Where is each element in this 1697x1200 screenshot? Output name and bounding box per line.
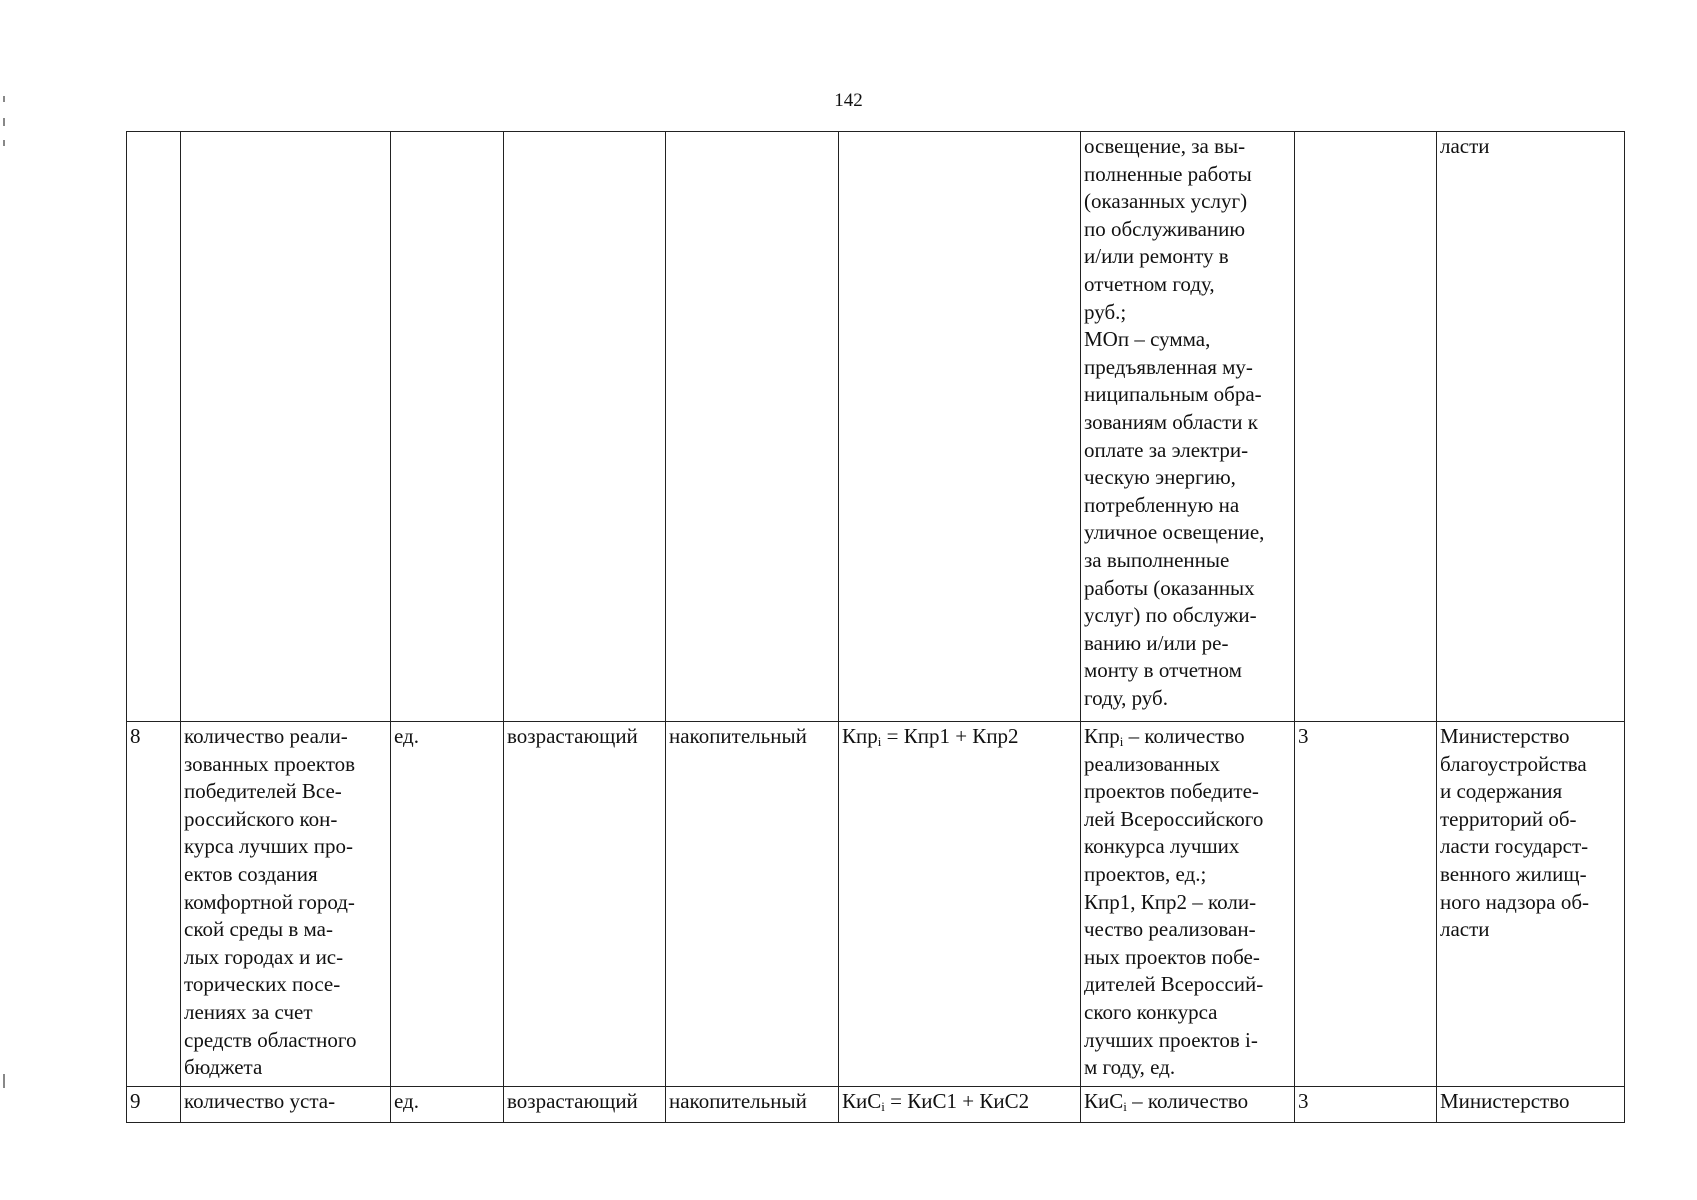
cell-description: освещение, за вы- полненные работы (оказанных услуг) по обслуживанию и/или ремонту в отчетном году, руб.; МОп – сумма, предъявленная му- ниципальным обра- зованиям области к оплате за электри- ческую энергию, потребленную на уличное освещение, за выполненные работы (оказанных услуг) по обслужи- ванию и/или ре- монту в отчетном году, руб. <box>1081 132 1295 722</box>
table-row-9 <box>127 1087 1625 1123</box>
scan-edge-mark <box>3 118 5 126</box>
cell-name: количество уста- <box>181 1087 391 1123</box>
table-row-8 <box>127 722 1625 1087</box>
cell-value: 3 <box>1295 722 1437 1087</box>
cell-number <box>127 132 181 722</box>
cell-unit: ед. <box>391 722 504 1087</box>
scan-edge-mark <box>3 140 5 146</box>
cell-method: накопительный <box>666 722 839 1087</box>
cell-trend: возрастающий <box>504 1087 666 1123</box>
cell-formula <box>839 132 1081 722</box>
cell-responsible: Министерство <box>1437 1087 1625 1123</box>
cell-name <box>181 132 391 722</box>
cell-responsible: ласти <box>1437 132 1625 722</box>
cell-number: 9 <box>127 1087 181 1123</box>
cell-number: 8 <box>127 722 181 1087</box>
cell-method <box>666 132 839 722</box>
cell-formula: Кпр$_i$ = Кпр1 + Кпр2 <box>839 722 1081 1087</box>
cell-method: накопительный <box>666 1087 839 1123</box>
cell-formula: КиС$_i$ = КиС1 + КиС2 <box>839 1087 1081 1123</box>
indicator-table <box>126 131 1625 1123</box>
cell-description: Кпр$_i$ – количество реализованных проектов победите- лей Всероссийского конкурса лучших проектов, ед.; Кпр1, Кпр2 – коли- чество реализован- ных проектов побе- дителей Всероссий- ского конкурса лучших проектов i- м году, ед. <box>1081 722 1295 1087</box>
cell-trend: возрастающий <box>504 722 666 1087</box>
cell-unit: ед. <box>391 1087 504 1123</box>
cell-name: количество реали- зованных проектов победителей Все- российского кон- курса лучших про- ектов создания комфортной город- ской среды в ма- лых городах и ис- торических посе- лениях за счет средств областного бюджета <box>181 722 391 1087</box>
cell-trend <box>504 132 666 722</box>
cell-unit <box>391 132 504 722</box>
scan-edge-mark <box>3 1074 5 1088</box>
page-number: 142 <box>834 90 863 111</box>
cell-description: КиС$_i$ – количество <box>1081 1087 1295 1123</box>
cell-value: 3 <box>1295 1087 1437 1123</box>
cell-value <box>1295 132 1437 722</box>
cell-responsible: Министерство благоустройства и содержания территорий об- ласти государст- венного жилищ- ного надзора об- ласти <box>1437 722 1625 1087</box>
table-row-continuation <box>127 132 1625 722</box>
